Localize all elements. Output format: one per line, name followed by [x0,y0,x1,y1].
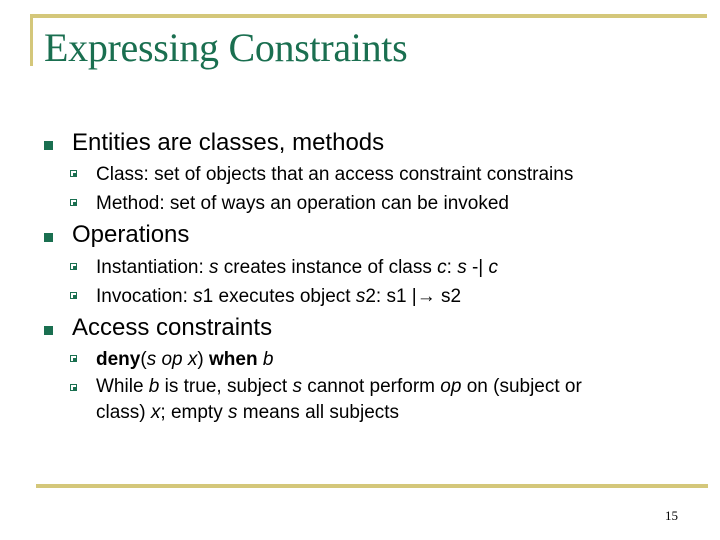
square-bullet-icon [44,141,53,150]
bullet-access-constraints: Access constraints [72,314,273,341]
hollow-square-bullet-icon [70,170,77,177]
hollow-square-bullet-icon [70,199,77,206]
hollow-square-bullet-icon [70,292,77,299]
slide-title: Expressing Constraints [44,25,408,70]
frame-top-rule [30,14,707,18]
sub-bullet-deny: deny(s op x) when b [96,349,274,370]
sub-bullet-instantiation: Instantiation: s creates instance of class c: s -| c [96,257,499,278]
sub-bullet-invocation: Invocation: s1 executes object s2: s1 |→ s2 [96,286,462,307]
square-bullet-icon [44,233,53,242]
frame-left-rule [30,14,33,66]
bullet-operations: Operations [72,221,190,248]
sub-bullet-while: While b is true, subject s cannot perform op on (subject or class) x; empty s means all subjects [96,376,582,423]
hollow-square-bullet-icon [70,384,77,391]
square-bullet-icon [44,326,53,335]
hollow-square-bullet-icon [70,355,77,362]
sub-bullet-class: Class: set of objects that an access constraint constrains [96,164,574,185]
bullet-entities: Entities are classes, methods [72,129,385,156]
page-number: 15 [665,508,678,523]
sub-bullet-method: Method: set of ways an operation can be invoked [96,193,509,214]
hollow-square-bullet-icon [70,263,77,270]
frame-bottom-rule [36,484,708,488]
